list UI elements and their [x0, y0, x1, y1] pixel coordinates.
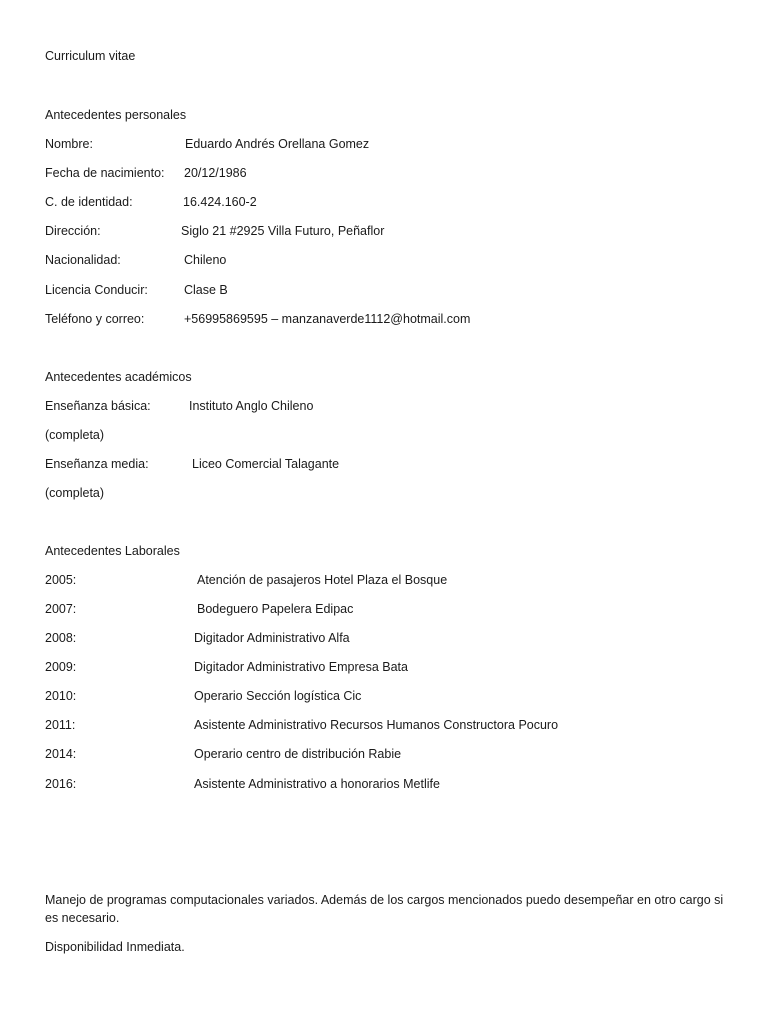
work-year: 2008:: [45, 631, 77, 645]
section-heading-academic: Antecedentes académicos: [45, 370, 192, 384]
work-year: 2007:: [45, 602, 77, 616]
work-position: Operario Sección logística Cic: [194, 689, 362, 703]
label-nacionalidad: Nacionalidad:: [45, 253, 121, 267]
value-licencia: Clase B: [184, 283, 228, 297]
label-fecha-nacimiento: Fecha de nacimiento:: [45, 166, 165, 180]
value-telefono-correo: +56995869595 – manzanaverde1112@hotmail.com: [184, 312, 471, 326]
work-year: 2010:: [45, 689, 77, 703]
value-nacionalidad: Chileno: [184, 253, 227, 267]
work-year: 2014:: [45, 747, 77, 761]
work-year: 2005:: [45, 573, 77, 587]
work-year: 2011:: [45, 718, 76, 732]
label-telefono-correo: Teléfono y correo:: [45, 312, 145, 326]
value-nombre: Eduardo Andrés Orellana Gomez: [185, 137, 370, 151]
value-ensenanza-media: Liceo Comercial Talagante: [192, 457, 340, 471]
label-licencia: Licencia Conducir:: [45, 283, 148, 297]
work-year: 2016:: [45, 777, 77, 791]
value-identidad: 16.424.160-2: [183, 195, 257, 209]
work-position: Asistente Administrativo Recursos Humanos Constructora Pocuro: [194, 718, 559, 732]
work-position: Asistente Administrativo a honorarios Metlife: [194, 777, 440, 791]
work-position: Operario centro de distribución Rabie: [194, 747, 402, 761]
value-ensenanza-basica: Instituto Anglo Chileno: [189, 399, 314, 413]
label-ensenanza-media: Enseñanza media:: [45, 457, 149, 471]
document-title: Curriculum vitae: [45, 49, 136, 63]
value-direccion: Siglo 21 #2925 Villa Futuro, Peñaflor: [181, 224, 385, 238]
work-position: Bodeguero Papelera Edipac: [197, 602, 354, 616]
work-position: Atención de pasajeros Hotel Plaza el Bosque: [197, 573, 448, 587]
work-year: 2009:: [45, 660, 77, 674]
label-identidad: C. de identidad:: [45, 195, 133, 209]
label-direccion: Dirección:: [45, 224, 101, 238]
value-fecha-nacimiento: 20/12/1986: [184, 166, 247, 180]
section-heading-work: Antecedentes Laborales: [45, 544, 180, 558]
work-position: Digitador Administrativo Alfa: [194, 631, 350, 645]
skills-paragraph: Manejo de programas computacionales variados. Además de los cargos mencionados puedo desempeñar en otro cargo si es necesario.: [45, 893, 724, 925]
availability-text: Disponibilidad Inmediata.: [45, 940, 185, 954]
section-heading-personal: Antecedentes personales: [45, 108, 187, 122]
note-ensenanza-media: (completa): [45, 486, 105, 500]
label-ensenanza-basica: Enseñanza básica:: [45, 399, 151, 413]
label-nombre: Nombre:: [45, 137, 93, 151]
note-ensenanza-basica: (completa): [45, 428, 105, 442]
work-position: Digitador Administrativo Empresa Bata: [194, 660, 408, 674]
